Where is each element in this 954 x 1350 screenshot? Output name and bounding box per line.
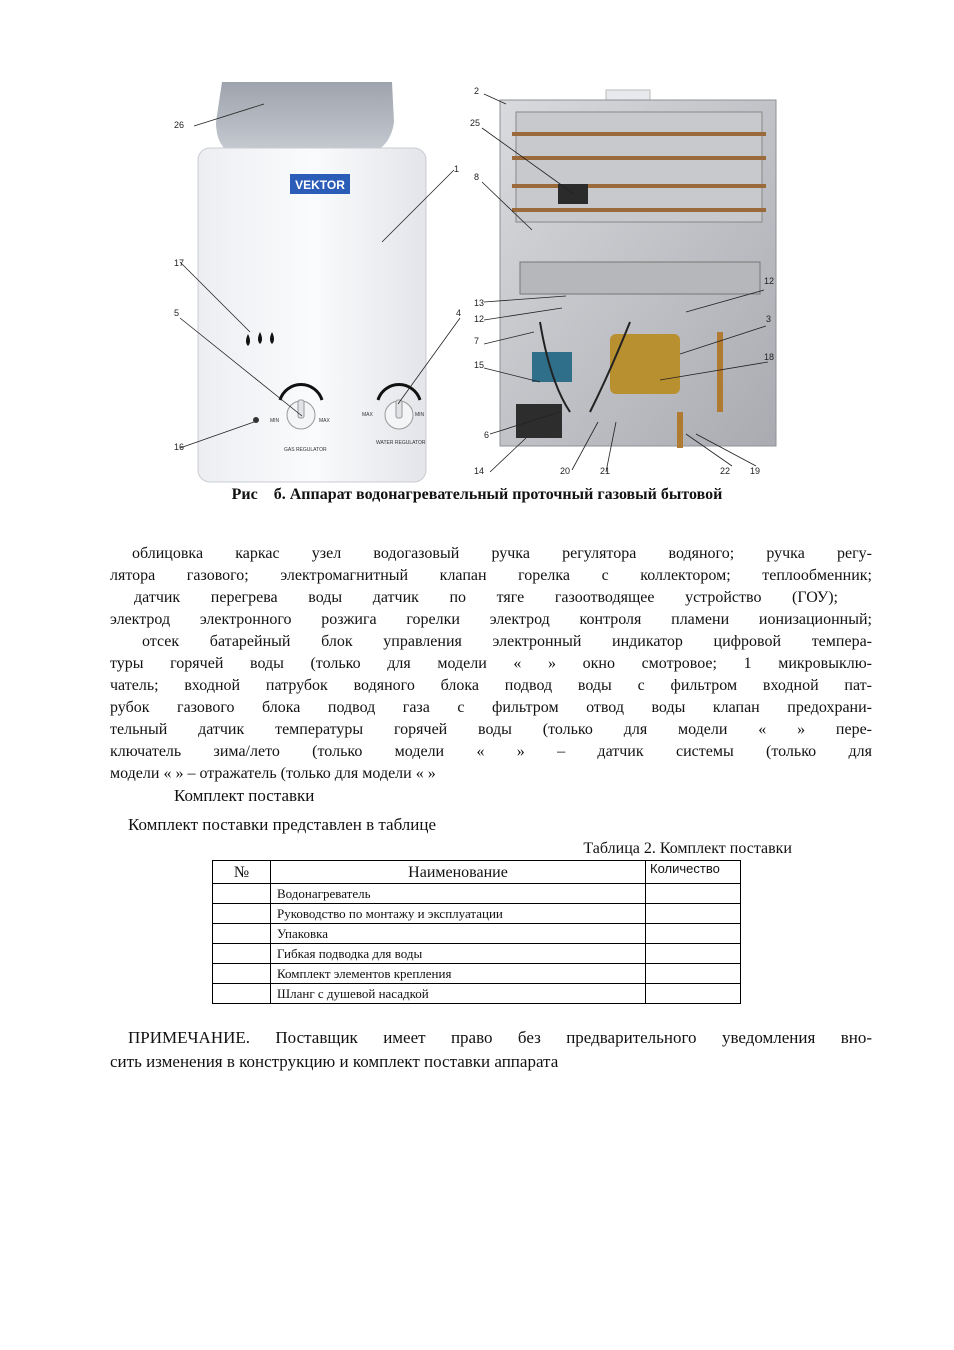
table-caption: Таблица 2. Комплект поставки — [583, 840, 792, 857]
callout-5: 5 — [174, 308, 180, 318]
brand-logo: VEKTOR — [295, 178, 345, 192]
table-row — [213, 904, 741, 924]
table-row — [213, 924, 741, 944]
callout-8: 8 — [474, 172, 480, 182]
legend-line-3: датчик перегрева воды датчик по тяге газоотводящее устройство (ГОУ); — [134, 589, 838, 606]
heater-casing — [198, 148, 426, 482]
table-header-row — [213, 861, 741, 884]
callout-12b: 12 — [764, 276, 775, 286]
note-line-1: ПРИМЕЧАНИЕ. Поставщик имеет право без предварительного уведомления вно- — [128, 1028, 872, 1047]
callout-20: 20 — [560, 466, 571, 476]
callout-14: 14 — [474, 466, 485, 476]
caption-title: б. Аппарат водонагревательный проточный газовый бытовой — [273, 486, 723, 503]
delivery-kit-table — [212, 860, 741, 1004]
legend-line-4: электрод электронного розжига горелки электрод контроля пламени ионизационный; — [110, 611, 872, 628]
callout-2: 2 — [474, 86, 480, 96]
water-dial-min: MIN — [415, 412, 425, 418]
water-dial-name: WATER REGULATOR — [376, 440, 426, 446]
interior-view — [470, 86, 776, 476]
item-name: Руководство по монтажу и эксплуатации — [271, 904, 646, 924]
callout-1: 1 — [454, 164, 460, 174]
header-name: Наименование — [271, 861, 646, 884]
table-row — [213, 964, 741, 984]
caption-prefix: Рис — [231, 486, 258, 503]
battery-compartment — [532, 352, 572, 382]
header-number: № — [213, 861, 271, 884]
callout-21: 21 — [600, 466, 611, 476]
item-name: Комплект элементов крепления — [271, 964, 646, 984]
draft-hood — [216, 82, 394, 156]
heat-exchanger — [516, 112, 762, 222]
section-title: Комплект поставки — [174, 786, 315, 805]
callout-7: 7 — [474, 336, 480, 346]
item-name: Гибкая подводка для воды — [271, 944, 646, 964]
gas-dial-name: GAS REGULATOR — [284, 447, 327, 453]
callout-17: 17 — [174, 258, 185, 268]
callout-16: 16 — [174, 442, 185, 452]
item-name: Шланг с душевой насадкой — [271, 984, 646, 1004]
legend-line-11: модели « » – отражатель (только для модели « » — [110, 765, 436, 782]
legend-line-7: чатель; входной патрубок водяного блока подвод воды с фильтром входной пат- — [110, 677, 872, 694]
callout-22: 22 — [720, 466, 731, 476]
header-quantity: Количество — [646, 861, 741, 884]
callout-26: 26 — [174, 120, 185, 130]
callout-19: 19 — [750, 466, 761, 476]
table-row — [213, 884, 741, 904]
callout-4: 4 — [456, 308, 462, 318]
gas-dial-min: MIN — [270, 418, 280, 424]
note-line-2: сить изменения в конструкцию и комплект поставки аппарата — [110, 1052, 559, 1071]
callout-15: 15 — [474, 360, 485, 370]
callout-18: 18 — [764, 352, 775, 362]
table-row — [213, 984, 741, 1004]
intro-text: Комплект поставки представлен в таблице — [128, 815, 437, 834]
water-dial-max: MAX — [362, 412, 373, 418]
callout-12a: 12 — [474, 314, 485, 324]
callout-3: 3 — [766, 314, 772, 324]
legend-line-6: туры горячей воды (только для модели « » окно смотровое; 1 микровыклю- — [110, 655, 872, 672]
item-name: Водонагреватель — [271, 884, 646, 904]
thermo-sensor — [558, 184, 588, 204]
legend-line-1: облицовка каркас узел водогазовый ручка регулятора водяного; ручка регу- — [132, 545, 872, 562]
control-unit — [516, 404, 562, 438]
front-view — [174, 82, 461, 482]
callout-13: 13 — [474, 298, 485, 308]
legend-line-2: лятора газового; электромагнитный клапан горелка с коллектором; теплообменник; — [110, 567, 872, 584]
heater-figure — [160, 82, 800, 484]
heater-figure-drawing — [160, 82, 800, 484]
item-name: Упаковка — [271, 924, 646, 944]
callout-25: 25 — [470, 118, 481, 128]
gas-dial-max: MAX — [319, 418, 330, 424]
burner — [520, 262, 760, 294]
legend-line-10: ключатель зима/лето (только модели « » – датчик системы (только для — [110, 743, 872, 760]
figure-caption — [0, 486, 954, 504]
legend-line-5: отсек батарейный блок управления электронный индикатор цифровой темпера- — [142, 633, 872, 650]
legend-line-9: тельный датчик температуры горячей воды (только для модели « » пере- — [110, 721, 872, 738]
table-row — [213, 944, 741, 964]
callout-6: 6 — [484, 430, 490, 440]
legend-line-8: рубок газового блока подвод газа с фильтром отвод воды клапан предохрани- — [110, 699, 872, 716]
